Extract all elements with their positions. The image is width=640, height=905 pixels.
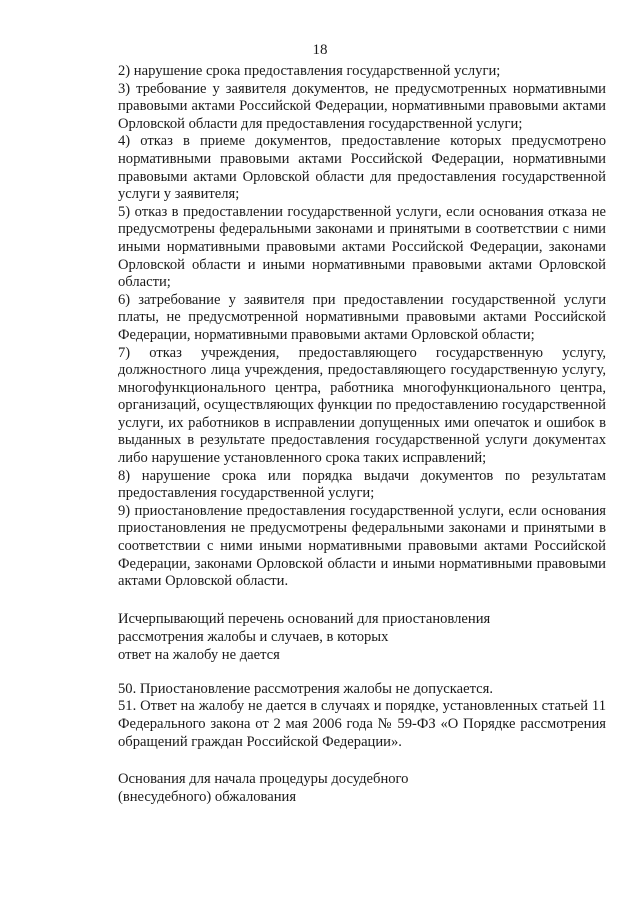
section-heading-suspension bbox=[118, 610, 606, 664]
paragraph-50: 50. Приостановление рассмотрения жалобы не допускается. bbox=[118, 680, 494, 697]
document-body bbox=[118, 63, 606, 806]
spacer bbox=[118, 664, 606, 681]
heading-line: (внесудебного) обжалования bbox=[118, 789, 297, 806]
heading-line: рассмотрения жалобы и случаев, в которых bbox=[118, 628, 389, 645]
section-heading-appeal bbox=[118, 770, 606, 806]
paragraph-51: 51. Ответ на жалобу не дается в случаях и порядке, установленных статьей 11 Федерального закона от 2 мая 2006 года № 59-ФЗ «О Порядке рассмотрения обращений граждан Российской Федерации». bbox=[118, 698, 606, 750]
list-item-5: 5) отказ в предоставлении государственной услуги, если основания отказа не предусмотрены федеральными законами и принятыми в соответствии с ними иными нормативными правовыми актами Российской Федерации, законами Орловской области и иными нормативными правовыми актами Орловской области; bbox=[118, 203, 606, 291]
heading-line: Исчерпывающий перечень оснований для приостановления bbox=[118, 610, 491, 627]
page-number: 18 bbox=[312, 42, 328, 58]
spacer bbox=[118, 591, 606, 610]
list-item-8: 8) нарушение срока или порядка выдачи документов по результатам предоставления государственной услуги; bbox=[118, 467, 606, 502]
spacer bbox=[118, 751, 606, 770]
heading-line: Основания для начала процедуры досудебного bbox=[118, 771, 409, 788]
heading-line: ответ на жалобу не дается bbox=[118, 646, 280, 663]
list-item-4: 4) отказ в приеме документов, предоставление которых предусмотрено нормативными правовыми актами Российской Федерации, нормативными правовыми актами Орловской области для предоставления государственной услуги у заявителя; bbox=[118, 133, 606, 203]
list-item-6: 6) затребование у заявителя при предоставлении государственной услуги платы, не предусмотренной нормативными правовыми актами Российской Федерации, нормативными правовыми актами Орловской области; bbox=[118, 291, 606, 343]
list-item-3: 3) требование у заявителя документов, не предусмотренных нормативными правовыми актами Российской Федерации, нормативными правовыми актами Орловской области для предоставления государственной услуги; bbox=[118, 80, 606, 132]
list-item-9: 9) приостановление предоставления государственной услуги, если основания приостановления не предусмотрены федеральными законами и принятыми в соответствии с ними иными нормативными правовыми актами Российской Федерации, законами Орловской области и иными нормативными правовыми актами Орловской области. bbox=[118, 502, 606, 590]
list-item-2: 2) нарушение срока предоставления государственной услуги; bbox=[118, 63, 501, 79]
list-item-7: 7) отказ учреждения, предоставляющего государственную услугу, должностного лица учреждения, предоставляющего государственную услугу, многофункционального центра, работника многофункционального центра, организаций, осуществляющих функции по предоставлению государственной услуги, их работников в исправлении допущенных ими опечаток и ошибок в выданных в результате предоставления государственной услуги документах либо нарушение установленного срока таких исправлений; bbox=[118, 344, 606, 467]
